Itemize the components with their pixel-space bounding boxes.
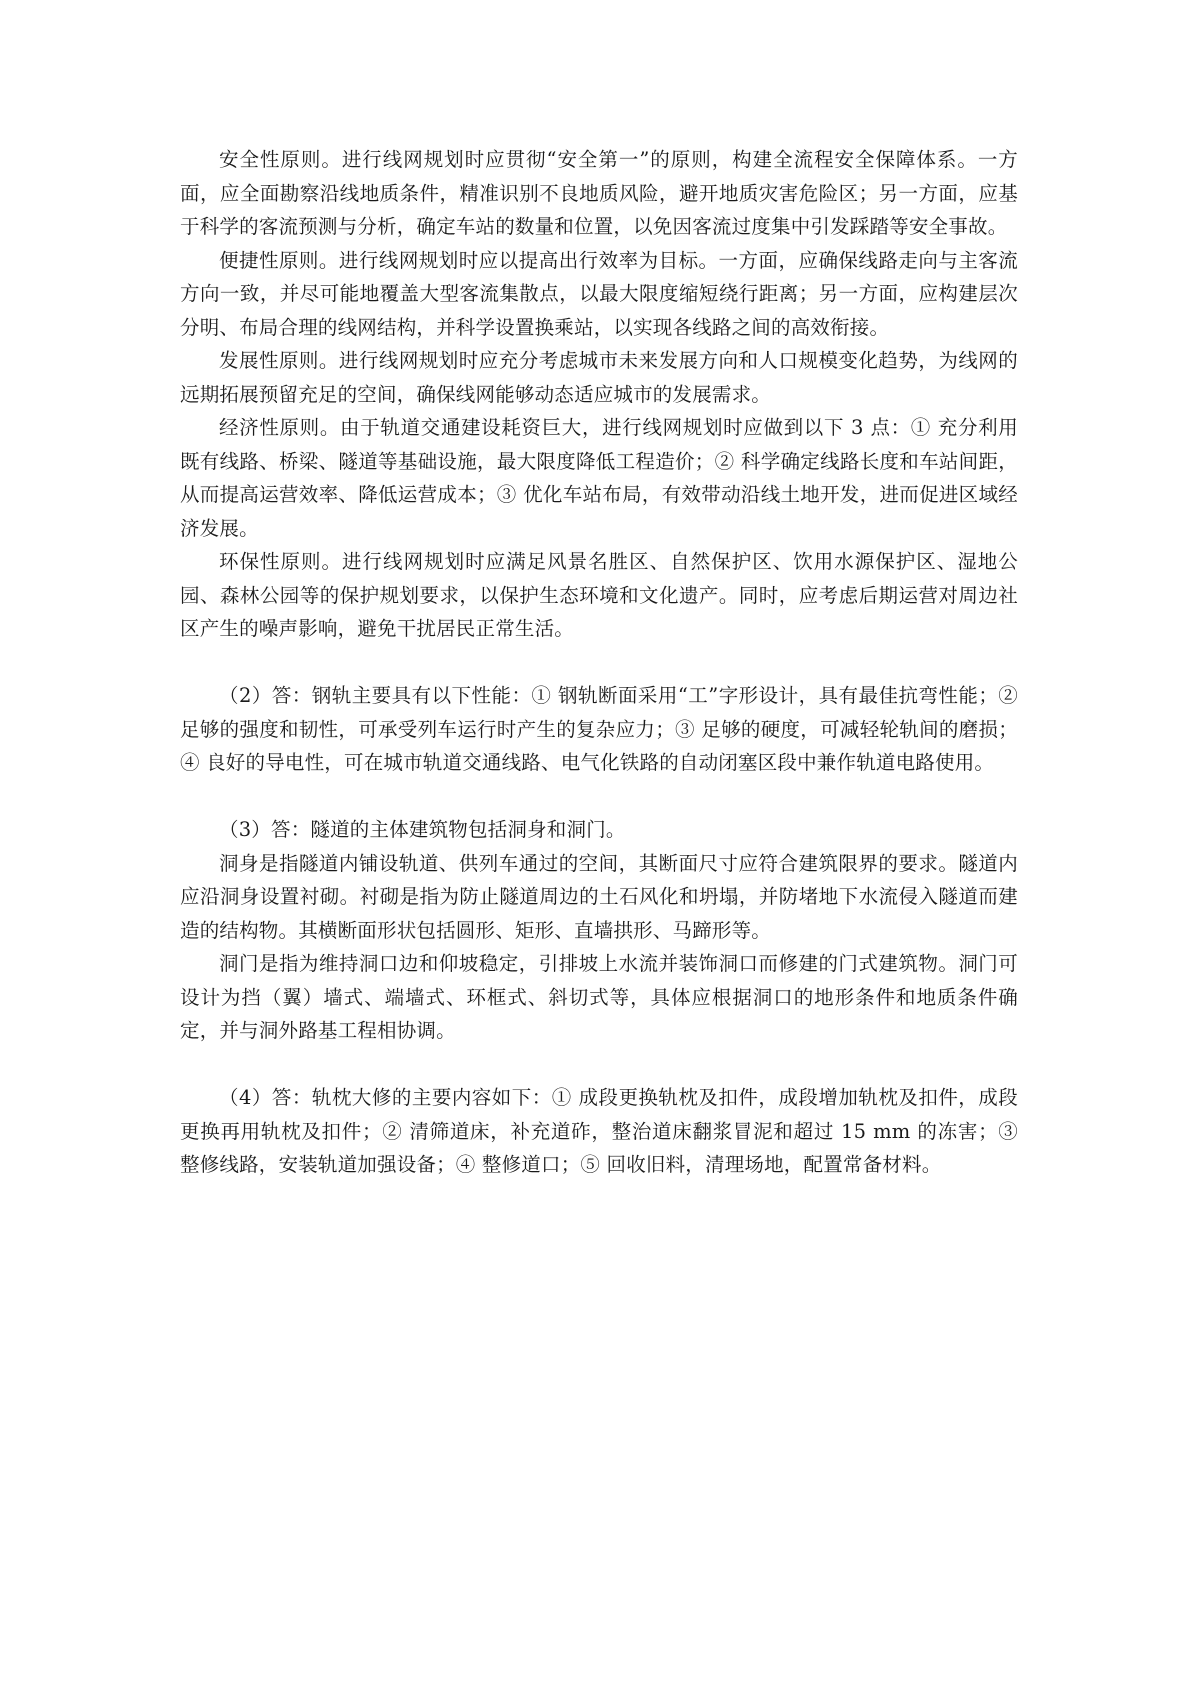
paragraph-safety-principle: 安全性原则。进行线网规划时应贯彻“安全第一”的原则，构建全流程安全保障体系。一方面，应全面勘察沿线地质条件，精准识别不良地质风险，避开地质灾害危险区；另一方面，应基于科学的客流预测与分析，确定车站的数量和位置，以免因客流过度集中引发踩踏等安全事故。 xyxy=(180,148,1018,238)
section-spacer xyxy=(180,1048,1018,1082)
paragraph-answer-4-sleeper-overhaul: （4）答：轨枕大修的主要内容如下：① 成段更换轨枕及扣件，成段增加轨枕及扣件，成段更换再用轨枕及扣件；② 清筛道床，补充道砟，整治道床翻浆冒泥和超过 15 mm 的冻害；③ 整修线路，安装轨道加强设备；④ 整修道口；⑤ 回收旧料，清理场地，配置常备材料。 xyxy=(180,1086,1018,1176)
section-spacer xyxy=(180,780,1018,814)
paragraph-answer-3-tunnel: （3）答：隧道的主体建筑物包括洞身和洞门。 xyxy=(219,818,626,841)
paragraph-tunnel-body: 洞身是指隧道内铺设轨道、供列车通过的空间，其断面尺寸应符合建筑限界的要求。隧道内应沿洞身设置衬砌。衬砌是指为防止隧道周边的土石风化和坍塌，并防堵地下水流侵入隧道而建造的结构物。其横断面形状包括圆形、矩形、直墙拱形、马蹄形等。 xyxy=(180,851,1018,942)
paragraph-answer-2-rail-properties: （2）答：钢轨主要具有以下性能：① 钢轨断面采用“工”字形设计，具有最佳抗弯性能；② 足够的强度和韧性，可承受列车运行时产生的复杂应力；③ 足够的硬度，可减轻轮轨间的磨损；④ 良好的导电性，可在城市轨道交通线路、电气化铁路的自动闭塞区段中兼作轨道电路使用。 xyxy=(180,684,1018,774)
paragraph-convenience-principle: 便捷性原则。进行线网规划时应以提高出行效率为目标。一方面，应确保线路走向与主客流方向一致，并尽可能地覆盖大型客流集散点，以最大限度缩短绕行距离；另一方面，应构建层次分明、布局合理的线网结构，并科学设置换乘站，以实现各线路之间的高效衔接。 xyxy=(180,248,1018,339)
paragraph-environment-principle: 环保性原则。进行线网规划时应满足风景名胜区、自然保护区、饮用水源保护区、湿地公园、森林公园等的保护规划要求，以保护生态环境和文化遗产。同时，应考虑后期运营对周边社区产生的噪声影响，避免干扰居民正常生活。 xyxy=(180,550,1018,640)
document-body xyxy=(180,143,1018,1182)
paragraph-economy-principle: 经济性原则。由于轨道交通建设耗资巨大，进行线网规划时应做到以下 3 点：① 充分利用既有线路、桥梁、隧道等基础设施，最大限度降低工程造价；② 科学确定线路长度和车站间距，从而提高运营效率、降低运营成本；③ 优化车站布局，有效带动沿线土地开发，进而促进区域经济发展。 xyxy=(180,416,1018,540)
paragraph-development-principle: 发展性原则。进行线网规划时应充分考虑城市未来发展方向和人口规模变化趋势，为线网的远期拓展预留充足的空间，确保线网能够动态适应城市的发展需求。 xyxy=(180,349,1018,406)
section-spacer xyxy=(180,646,1018,680)
paragraph-tunnel-portal: 洞门是指为维持洞口边和仰坡稳定，引排坡上水流并装饰洞口而修建的门式建筑物。洞门可设计为挡（翼）墙式、端墙式、环框式、斜切式等，具体应根据洞口的地形条件和地质条件确定，并与洞外路基工程相协调。 xyxy=(180,952,1018,1042)
